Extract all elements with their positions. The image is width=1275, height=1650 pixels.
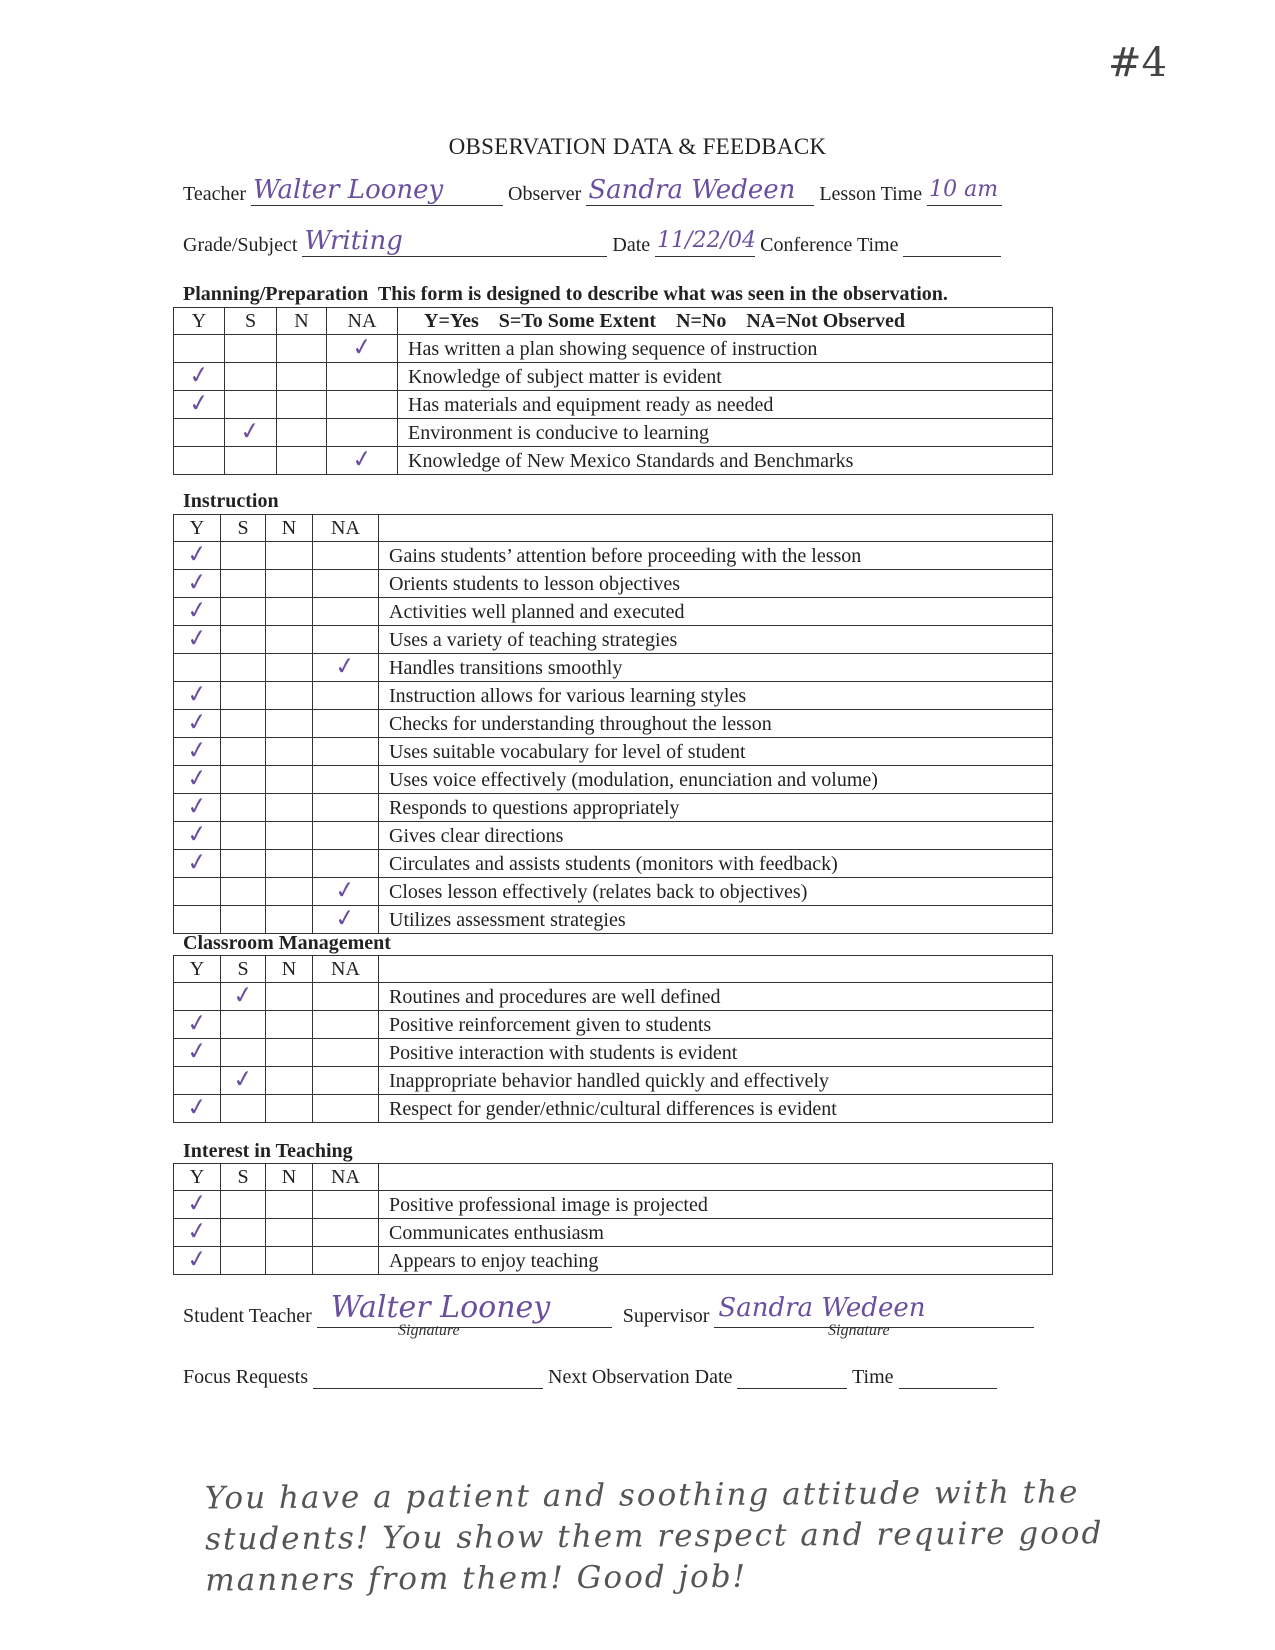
rating-cell-s[interactable] xyxy=(221,979,266,1011)
table-row xyxy=(174,766,1053,794)
form-title: OBSERVATION DATA & FEEDBACK xyxy=(448,134,827,159)
instruction-table xyxy=(173,514,1053,934)
rating-cell-na[interactable] xyxy=(313,1067,379,1095)
criterion-text: Positive interaction with students is evident xyxy=(379,1039,1053,1067)
check-mark-icon: ✓ xyxy=(185,1187,209,1219)
rating-cell-n[interactable] xyxy=(277,363,327,391)
rating-cell-y[interactable] xyxy=(174,1243,221,1275)
check-mark-icon: ✓ xyxy=(187,359,211,391)
rating-cell-n[interactable] xyxy=(266,878,313,906)
check-mark-icon: ✓ xyxy=(185,734,209,766)
check-mark-icon: ✓ xyxy=(185,622,209,654)
criterion-text: Checks for understanding throughout the lesson xyxy=(379,710,1053,738)
rating-cell-s[interactable] xyxy=(221,598,266,626)
rating-cell-n[interactable] xyxy=(266,794,313,822)
rating-cell-na[interactable] xyxy=(313,626,379,654)
column-header-n: N xyxy=(277,308,327,335)
grade-value: Writing xyxy=(304,226,403,256)
column-header-s: S xyxy=(221,956,266,983)
criterion-text: Circulates and assists students (monitors with feedback) xyxy=(379,850,1053,878)
rating-cell-na[interactable] xyxy=(313,710,379,738)
page-number: #4 xyxy=(1108,40,1167,86)
rating-cell-na[interactable] xyxy=(313,1247,379,1275)
rating-cell-n[interactable] xyxy=(277,419,327,447)
rating-cell-y[interactable] xyxy=(174,678,221,710)
criterion-text: Uses suitable vocabulary for level of student xyxy=(379,738,1053,766)
rating-cell-na[interactable] xyxy=(313,902,379,934)
rating-legend: Y=Yes S=To Some Extent N=No NA=Not Observed xyxy=(398,308,1053,335)
rating-cell-s[interactable] xyxy=(221,1063,266,1095)
criterion-text: Knowledge of subject matter is evident xyxy=(398,363,1053,391)
column-header-n: N xyxy=(266,515,313,542)
rating-cell-n[interactable] xyxy=(266,626,313,654)
time-field[interactable] xyxy=(899,1364,997,1389)
rating-cell-s[interactable] xyxy=(221,822,266,850)
rating-cell-na[interactable] xyxy=(327,443,398,475)
rating-cell-y[interactable] xyxy=(174,734,221,766)
table-row xyxy=(174,542,1053,570)
table-row xyxy=(174,626,1053,654)
rating-cell-na[interactable] xyxy=(313,983,379,1011)
rating-cell-s[interactable] xyxy=(225,415,277,447)
criterion-text: Respect for gender/ethnic/cultural differences is evident xyxy=(379,1095,1053,1123)
table-row xyxy=(174,682,1053,710)
interest-header-row xyxy=(174,1164,1053,1191)
column-header-s: S xyxy=(221,515,266,542)
student-teacher-label: Student Teacher xyxy=(183,1305,312,1327)
observer-value: Sandra Wedeen xyxy=(588,175,796,205)
column-header-n: N xyxy=(266,956,313,983)
rating-cell-na[interactable] xyxy=(313,1219,379,1247)
next-observation-label: Next Observation Date xyxy=(548,1366,733,1388)
criterion-text: Handles transitions smoothly xyxy=(379,654,1053,682)
rating-cell-s[interactable] xyxy=(221,542,266,570)
planning-table xyxy=(173,307,1053,475)
table-row xyxy=(174,1219,1053,1247)
rating-cell-y[interactable] xyxy=(174,906,221,934)
rating-cell-n[interactable] xyxy=(266,1067,313,1095)
table-row xyxy=(174,335,1053,363)
rating-cell-y[interactable] xyxy=(174,1215,221,1247)
rating-cell-s[interactable] xyxy=(225,363,277,391)
table-row xyxy=(174,1191,1053,1219)
rating-cell-n[interactable] xyxy=(266,570,313,598)
column-header-na: NA xyxy=(313,1164,379,1191)
rating-cell-n[interactable] xyxy=(266,710,313,738)
criterion-text: Positive professional image is projected xyxy=(379,1191,1053,1219)
criterion-text: Activities well planned and executed xyxy=(379,598,1053,626)
column-header-n: N xyxy=(266,1164,313,1191)
rating-cell-na[interactable] xyxy=(313,874,379,906)
rating-cell-na[interactable] xyxy=(313,1191,379,1219)
feedback-comment: You have a patient and soothing attitude with the students! You show them respect and require good manners from them! Good job! xyxy=(204,1474,1104,1599)
table-row xyxy=(174,447,1053,475)
grade-field[interactable] xyxy=(302,226,607,257)
column-header-y: Y xyxy=(174,308,225,335)
rating-cell-y[interactable] xyxy=(174,1091,221,1123)
rating-cell-na[interactable] xyxy=(327,331,398,363)
lesson-time-field[interactable] xyxy=(927,175,1002,206)
criterion-text: Has written a plan showing sequence of instruction xyxy=(398,335,1053,363)
next-observation-field[interactable] xyxy=(737,1364,847,1389)
column-header-na: NA xyxy=(313,515,379,542)
classroom-table xyxy=(173,955,1053,1123)
table-row xyxy=(174,822,1053,850)
rating-cell-n[interactable] xyxy=(266,822,313,850)
rating-cell-y[interactable] xyxy=(174,762,221,794)
rating-cell-y[interactable] xyxy=(174,538,221,570)
conference-field[interactable] xyxy=(903,226,1001,257)
criterion-text: Utilizes assessment strategies xyxy=(379,906,1053,934)
check-mark-icon: ✓ xyxy=(185,538,209,570)
rating-cell-y[interactable] xyxy=(174,359,225,391)
observer-label: Observer xyxy=(508,183,582,205)
rating-cell-y[interactable] xyxy=(174,335,225,363)
table-row xyxy=(174,983,1053,1011)
check-mark-icon: ✓ xyxy=(185,1215,209,1247)
rating-cell-n[interactable] xyxy=(266,738,313,766)
rating-cell-s[interactable] xyxy=(221,850,266,878)
rating-cell-y[interactable] xyxy=(174,622,221,654)
rating-cell-n[interactable] xyxy=(266,654,313,682)
table-row xyxy=(174,654,1053,682)
lesson-time-value: 10 am xyxy=(929,177,999,202)
rating-cell-s[interactable] xyxy=(221,1191,266,1219)
check-mark-icon: ✓ xyxy=(333,650,358,682)
rating-cell-y[interactable] xyxy=(174,790,221,822)
rating-cell-y[interactable] xyxy=(174,1007,221,1039)
student-signature-caption: Signature xyxy=(398,1322,460,1339)
criterion-text: Orients students to lesson objectives xyxy=(379,570,1053,598)
rating-cell-s[interactable] xyxy=(221,1095,266,1123)
lesson-time-label: Lesson Time xyxy=(819,183,923,205)
planning-title-text: Planning/Preparation xyxy=(183,283,369,305)
focus-field[interactable] xyxy=(313,1364,543,1389)
check-mark-icon: ✓ xyxy=(185,1243,209,1275)
focus-label: Focus Requests xyxy=(183,1366,308,1388)
rating-cell-y[interactable] xyxy=(174,1187,221,1219)
rating-cell-n[interactable] xyxy=(266,1219,313,1247)
rating-cell-y[interactable] xyxy=(174,566,221,598)
student-teacher-signature: Walter Looney xyxy=(330,1290,551,1325)
table-row xyxy=(174,738,1053,766)
classroom-header-row xyxy=(174,956,1053,983)
criteria-header xyxy=(379,515,1053,542)
rating-cell-n[interactable] xyxy=(266,766,313,794)
table-row xyxy=(174,1039,1053,1067)
rating-cell-na[interactable] xyxy=(313,1095,379,1123)
criterion-text: Inappropriate behavior handled quickly and effectively xyxy=(379,1067,1053,1095)
supervisor-signature: Sandra Wedeen xyxy=(718,1293,926,1323)
rating-cell-s[interactable] xyxy=(221,626,266,654)
rating-cell-na[interactable] xyxy=(313,598,379,626)
criterion-text: Uses a variety of teaching strategies xyxy=(379,626,1053,654)
table-row xyxy=(174,363,1053,391)
criterion-text: Positive reinforcement given to students xyxy=(379,1011,1053,1039)
conference-label: Conference Time xyxy=(760,234,899,256)
date-field[interactable] xyxy=(655,226,755,257)
criterion-text: Communicates enthusiasm xyxy=(379,1219,1053,1247)
instruction-title: Instruction xyxy=(183,490,279,512)
footer-row xyxy=(183,1364,997,1389)
rating-cell-s[interactable] xyxy=(221,682,266,710)
rating-cell-y[interactable] xyxy=(174,654,221,682)
check-mark-icon: ✓ xyxy=(185,818,209,850)
grade-label: Grade/Subject xyxy=(183,234,298,256)
observer-field[interactable] xyxy=(586,175,814,206)
time-label: Time xyxy=(852,1366,894,1388)
student-teacher-signature-row xyxy=(183,1290,1034,1328)
header-row-1 xyxy=(183,175,1002,206)
table-row xyxy=(174,1247,1053,1275)
rating-cell-na[interactable] xyxy=(327,391,398,419)
table-row xyxy=(174,1011,1053,1039)
table-row xyxy=(174,570,1053,598)
date-label: Date xyxy=(612,234,651,256)
table-row xyxy=(174,794,1053,822)
classroom-title: Classroom Management xyxy=(183,932,391,954)
criterion-text: Routines and procedures are well defined xyxy=(379,983,1053,1011)
check-mark-icon: ✓ xyxy=(185,790,209,822)
rating-cell-n[interactable] xyxy=(266,1011,313,1039)
criterion-text: Uses voice effectively (modulation, enunciation and volume) xyxy=(379,766,1053,794)
planning-title xyxy=(183,283,948,306)
rating-cell-s[interactable] xyxy=(221,1219,266,1247)
rating-cell-s[interactable] xyxy=(221,906,266,934)
rating-cell-na[interactable] xyxy=(327,363,398,391)
rating-cell-s[interactable] xyxy=(221,794,266,822)
supervisor-signature-caption: Signature xyxy=(828,1322,890,1339)
criterion-text: Gives clear directions xyxy=(379,822,1053,850)
planning-header-row xyxy=(174,308,1053,335)
rating-cell-y[interactable] xyxy=(174,1067,221,1095)
teacher-value: Walter Looney xyxy=(253,175,444,205)
rating-cell-y[interactable] xyxy=(174,818,221,850)
supervisor-label: Supervisor xyxy=(622,1305,710,1327)
check-mark-icon: ✓ xyxy=(185,678,209,710)
table-row xyxy=(174,598,1053,626)
criterion-text: Appears to enjoy teaching xyxy=(379,1247,1053,1275)
check-mark-icon: ✓ xyxy=(185,1007,209,1039)
check-mark-icon: ✓ xyxy=(185,706,209,738)
column-header-y: Y xyxy=(174,1164,221,1191)
rating-cell-n[interactable] xyxy=(277,335,327,363)
table-row xyxy=(174,391,1053,419)
rating-cell-n[interactable] xyxy=(266,542,313,570)
rating-cell-n[interactable] xyxy=(266,906,313,934)
check-mark-icon: ✓ xyxy=(187,387,211,419)
column-header-s: S xyxy=(221,1164,266,1191)
rating-cell-n[interactable] xyxy=(266,1039,313,1067)
teacher-label: Teacher xyxy=(183,183,246,205)
table-row xyxy=(174,710,1053,738)
rating-cell-na[interactable] xyxy=(313,650,379,682)
conference-value xyxy=(903,226,905,256)
table-row xyxy=(174,419,1053,447)
rating-cell-y[interactable] xyxy=(174,594,221,626)
rating-cell-na[interactable] xyxy=(313,850,379,878)
header-row-2 xyxy=(183,226,1001,257)
rating-cell-n[interactable] xyxy=(277,391,327,419)
check-mark-icon: ✓ xyxy=(185,594,209,626)
rating-cell-n[interactable] xyxy=(266,682,313,710)
rating-cell-n[interactable] xyxy=(277,447,327,475)
check-mark-icon: ✓ xyxy=(350,443,374,475)
rating-cell-na[interactable] xyxy=(313,570,379,598)
check-mark-icon: ✓ xyxy=(333,902,358,934)
form-note: This form is designed to describe what was seen in the observation. xyxy=(377,283,948,305)
rating-cell-s[interactable] xyxy=(221,1011,266,1039)
criterion-text: Environment is conducive to learning xyxy=(398,419,1053,447)
interest-title: Interest in Teaching xyxy=(183,1140,353,1162)
rating-cell-n[interactable] xyxy=(266,850,313,878)
check-mark-icon: ✓ xyxy=(185,1035,209,1067)
check-mark-icon: ✓ xyxy=(185,566,209,598)
table-row xyxy=(174,1095,1053,1123)
rating-cell-na[interactable] xyxy=(313,738,379,766)
column-header-y: Y xyxy=(174,515,221,542)
criteria-header xyxy=(379,1164,1053,1191)
instruction-header-row xyxy=(174,515,1053,542)
rating-cell-na[interactable] xyxy=(313,682,379,710)
student-teacher-signature-field[interactable] xyxy=(317,1290,612,1328)
rating-cell-s[interactable] xyxy=(221,710,266,738)
rating-cell-s[interactable] xyxy=(221,1247,266,1275)
check-mark-icon: ✓ xyxy=(231,979,255,1011)
rating-cell-y[interactable] xyxy=(174,878,221,906)
interest-table xyxy=(173,1163,1053,1275)
rating-cell-s[interactable] xyxy=(221,1039,266,1067)
table-row xyxy=(174,878,1053,906)
rating-cell-y[interactable] xyxy=(174,983,221,1011)
criterion-text: Closes lesson effectively (relates back to objectives) xyxy=(379,878,1053,906)
check-mark-icon: ✓ xyxy=(333,874,358,906)
rating-cell-n[interactable] xyxy=(266,1191,313,1219)
teacher-field[interactable] xyxy=(251,175,503,206)
rating-cell-n[interactable] xyxy=(266,1095,313,1123)
criterion-text: Gains students’ attention before proceeding with the lesson xyxy=(379,542,1053,570)
rating-cell-n[interactable] xyxy=(266,983,313,1011)
rating-cell-s[interactable] xyxy=(221,766,266,794)
rating-cell-na[interactable] xyxy=(313,794,379,822)
rating-cell-y[interactable] xyxy=(174,706,221,738)
column-header-na: NA xyxy=(313,956,379,983)
rating-cell-y[interactable] xyxy=(174,846,221,878)
criterion-text: Responds to questions appropriately xyxy=(379,794,1053,822)
date-value: 11/22/04 xyxy=(657,228,756,253)
check-mark-icon: ✓ xyxy=(185,846,209,878)
rating-cell-na[interactable] xyxy=(313,822,379,850)
criterion-text: Knowledge of New Mexico Standards and Benchmarks xyxy=(398,447,1053,475)
column-header-s: S xyxy=(225,308,277,335)
rating-cell-y[interactable] xyxy=(174,1035,221,1067)
rating-cell-s[interactable] xyxy=(225,447,277,475)
rating-cell-y[interactable] xyxy=(174,419,225,447)
rating-cell-na[interactable] xyxy=(313,1039,379,1067)
rating-cell-na[interactable] xyxy=(313,542,379,570)
rating-cell-s[interactable] xyxy=(225,335,277,363)
rating-cell-s[interactable] xyxy=(221,654,266,682)
table-row xyxy=(174,906,1053,934)
check-mark-icon: ✓ xyxy=(231,1063,255,1095)
check-mark-icon: ✓ xyxy=(350,331,374,363)
check-mark-icon: ✓ xyxy=(238,415,263,447)
rating-cell-s[interactable] xyxy=(225,391,277,419)
rating-cell-y[interactable] xyxy=(174,447,225,475)
criterion-text: Has materials and equipment ready as needed xyxy=(398,391,1053,419)
criteria-header xyxy=(379,956,1053,983)
table-row xyxy=(174,1067,1053,1095)
rating-cell-na[interactable] xyxy=(313,1011,379,1039)
check-mark-icon: ✓ xyxy=(185,1091,209,1123)
rating-cell-n[interactable] xyxy=(266,1247,313,1275)
column-header-y: Y xyxy=(174,956,221,983)
rating-cell-na[interactable] xyxy=(327,419,398,447)
rating-cell-s[interactable] xyxy=(221,878,266,906)
criterion-text: Instruction allows for various learning styles xyxy=(379,682,1053,710)
rating-cell-na[interactable] xyxy=(313,766,379,794)
rating-cell-s[interactable] xyxy=(221,738,266,766)
rating-cell-s[interactable] xyxy=(221,570,266,598)
rating-cell-n[interactable] xyxy=(266,598,313,626)
table-row xyxy=(174,850,1053,878)
check-mark-icon: ✓ xyxy=(185,762,209,794)
rating-cell-y[interactable] xyxy=(174,387,225,419)
column-header-na: NA xyxy=(327,308,398,335)
